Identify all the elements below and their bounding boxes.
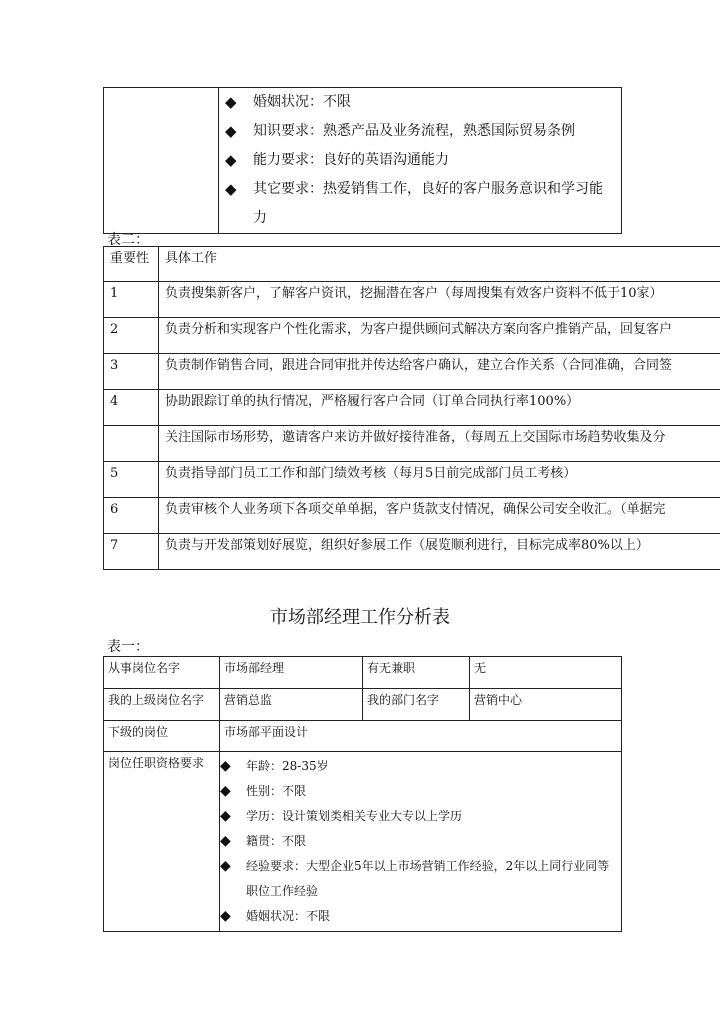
row-number: 6: [104, 498, 159, 534]
position-info-table: [103, 656, 622, 932]
diamond-bullet-icon: ◆: [220, 858, 231, 874]
part-time-value: 无: [470, 657, 622, 689]
diamond-bullet-icon: ◆: [220, 808, 231, 824]
list-item-text: 婚姻状况：不限: [253, 94, 351, 110]
qualification-requirements-label: 岗位任职资格要求: [104, 752, 220, 932]
list-item: [220, 779, 617, 804]
list-item: [219, 117, 615, 146]
list-item: [220, 829, 617, 854]
diamond-bullet-icon: ◆: [225, 122, 237, 140]
row-number: [104, 426, 159, 462]
table-row: [104, 689, 622, 721]
duties-table: [103, 246, 720, 570]
row-text: 关注国际市场形势，邀请客户来访并做好接待准备，（每周五上交国际市场趋势收集及分: [159, 426, 720, 462]
list-item: [220, 754, 617, 779]
row-number: 2: [104, 318, 159, 354]
table-row: [104, 752, 622, 932]
qualification-list: [219, 88, 621, 233]
row-number: 5: [104, 462, 159, 498]
list-item: [219, 175, 615, 233]
list-item-text: 经验要求：大型企业5年以上市场营销工作经验，2年以上同行业同等职位工作经验: [246, 859, 610, 898]
list-item: [220, 854, 617, 904]
diamond-bullet-icon: ◆: [220, 908, 231, 924]
table-row: [104, 462, 720, 498]
table-row: [104, 534, 720, 570]
qualification-label-cell: [104, 88, 219, 234]
list-item-text: 能力要求：良好的英语沟通能力: [253, 152, 449, 168]
position-name-label: 从事岗位名字: [104, 657, 220, 689]
table-row: [104, 390, 720, 426]
table-header-row: [104, 247, 720, 282]
row-text: 负责搜集新客户，了解客户资讯，挖掘潜在客户（每周搜集有效客户资料不低于10家）: [159, 282, 720, 318]
column-header-duty: 具体工作: [159, 247, 720, 282]
qualification-list-cell: [219, 88, 622, 234]
list-item-text: 其它要求：热爱销售工作，良好的客户服务意识和学习能力: [253, 181, 603, 226]
qualification-table-continuation: [103, 87, 622, 234]
table1-caption: 表一：: [107, 639, 149, 655]
row-number: 4: [104, 390, 159, 426]
table-row: [104, 318, 720, 354]
list-item-text: 婚姻状况：不限: [246, 909, 331, 923]
section-title: 市场部经理工作分析表: [270, 607, 450, 628]
table2-caption: 表二：: [107, 232, 149, 248]
superior-position-label: 我的上级岗位名字: [104, 689, 220, 721]
row-text: 协助跟踪订单的执行情况，严格履行客户合同（订单合同执行率100%）: [159, 390, 720, 426]
diamond-bullet-icon: ◆: [225, 93, 237, 111]
subordinate-position-value: 市场部平面设计: [220, 721, 622, 752]
qualification-requirements-list: [220, 752, 621, 931]
table-row: [104, 721, 622, 752]
subordinate-position-label: 下级的岗位: [104, 721, 220, 752]
table-row: [104, 282, 720, 318]
department-value: 营销中心: [470, 689, 622, 721]
diamond-bullet-icon: ◆: [225, 180, 237, 198]
row-text: 负责制作销售合同，跟进合同审批并传达给客户确认，建立合作关系（合同准确，合同签: [159, 354, 720, 390]
table-row: [104, 354, 720, 390]
table-row: [104, 657, 622, 689]
row-number: 3: [104, 354, 159, 390]
list-item: [219, 146, 615, 175]
row-text: 负责分析和实现客户个性化需求，为客户提供顾问式解决方案向客户推销产品，回复客户: [159, 318, 720, 354]
list-item: [220, 804, 617, 829]
table-row: [104, 426, 720, 462]
row-number: 1: [104, 282, 159, 318]
list-item-text: 学历：设计策划类相关专业大专以上学历: [246, 809, 463, 823]
diamond-bullet-icon: ◆: [220, 833, 231, 849]
diamond-bullet-icon: ◆: [225, 151, 237, 169]
row-number: 7: [104, 534, 159, 570]
part-time-label: 有无兼职: [363, 657, 470, 689]
list-item-text: 知识要求：熟悉产品及业务流程，熟悉国际贸易条例: [253, 123, 575, 139]
column-header-importance: 重要性: [104, 247, 159, 282]
list-item-text: 籍贯：不限: [246, 834, 307, 848]
qualification-requirements-cell: [220, 752, 622, 932]
department-label: 我的部门名字: [363, 689, 470, 721]
table-row: [104, 498, 720, 534]
list-item: [219, 88, 615, 117]
row-text: 负责审核个人业务项下各项交单单据，客户货款支付情况，确保公司安全收汇。（单据完: [159, 498, 720, 534]
superior-position-value: 营销总监: [220, 689, 363, 721]
row-text: 负责与开发部策划好展览，组织好参展工作（展览顺利进行，目标完成率80%以上）: [159, 534, 720, 570]
list-item: [220, 904, 617, 929]
row-text: 负责指导部门员工工作和部门绩效考核（每月5日前完成部门员工考核）: [159, 462, 720, 498]
qualification-row: [104, 88, 622, 234]
diamond-bullet-icon: ◆: [220, 783, 231, 799]
diamond-bullet-icon: ◆: [220, 758, 231, 774]
position-name-value: 市场部经理: [220, 657, 363, 689]
list-item-text: 性别：不限: [246, 784, 307, 798]
list-item-text: 年龄：28-35岁: [246, 759, 329, 773]
